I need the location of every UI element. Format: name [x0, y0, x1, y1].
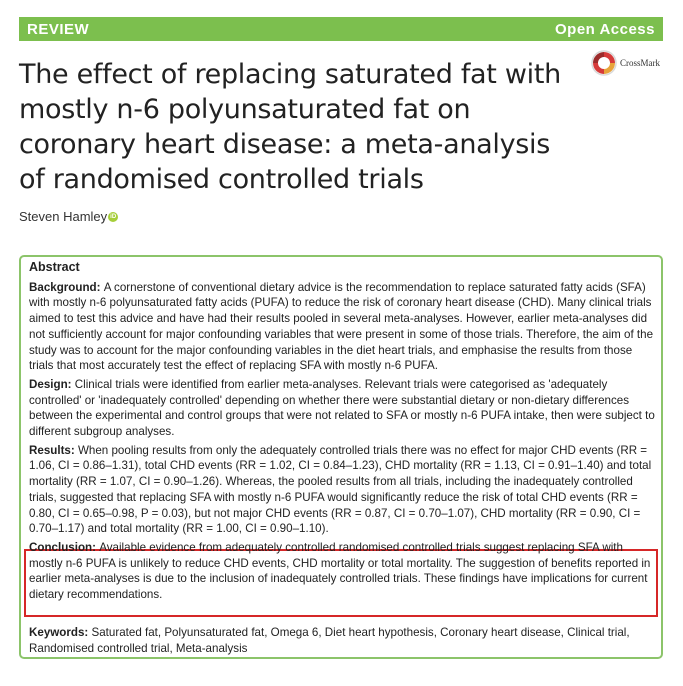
crossmark-icon [591, 50, 617, 76]
conclusion-label: Conclusion: [29, 540, 100, 554]
conclusion-text: Available evidence from adequately controlled randomised controlled trials suggest replacing SFA with mostly n-6 PUFA is unlikely to reduce CHD events, CHD mortality or total mortality. The suggestion of benefits reported in earlier meta-analyses is due to the inclusion of inadequately controlled trials. These findings have implications for current dietary recommendations. [29, 540, 651, 602]
author-name[interactable]: Steven Hamley [19, 209, 108, 224]
abstract-keywords [29, 625, 657, 656]
abstract-conclusion [29, 540, 657, 603]
article-type-banner [19, 17, 663, 41]
abstract-background [29, 280, 657, 374]
results-text: When pooling results from only the adequately controlled trials there was no effect for major CHD events (RR = 1.06, CI = 0.86–1.31), total CHD events (RR = 1.02, CI = 0.84–1.23), CHD mortality (RR = 1.13, CI = 0.91–1.40) and total mortality (RR = 1.07, CI = 0.90–1.26). Whereas, the pooled results from all trials, including the inadequately controlled trials, suggested that replacing SFA with mostly n-6 PUFA would significantly reduce the risk of total CHD events (RR = 0.80, CI = 0.65–0.98, P = 0.03), but not major CHD events (RR = 0.87, CI = 0.70–1.07), CHD mortality (RR = 0.90, CI = 0.70–1.17) and total mortality (RR = 1.00, CI = 0.90–1.10). [29, 443, 652, 536]
crossmark-badge[interactable] [591, 50, 660, 76]
background-label: Background: [29, 280, 104, 294]
background-text: A cornerstone of conventional dietary advice is the recommendation to replace saturated fatty acids (SFA) with mostly n-6 polyunsaturated fatty acids (PUFA) to reduce the risk of coronary heart disease (CHD). Many clinical trials aimed to test this advice and have had their results pooled in several meta-analyses. However, earlier meta-analyses did not sufficiently account for major confounding variables that were present in some of those trials. Therefore, the aim of the study was to account for the major confounding variables in the diet heart trials, and emphasise the results from those trials that most accurately test the effect of replacing SFA with mostly n-6 PUFA. [29, 280, 654, 373]
design-text: Clinical trials were identified from earlier meta-analyses. Relevant trials were categorised as 'adequately controlled' or 'inadequately controlled' depending on whether there were substantial dietary or non-dietary differences between the experimental and control groups that were not related to SFA or mostly n-6 PUFA intake, then were subject to different subgroup analyses. [29, 377, 655, 439]
abstract-design [29, 377, 657, 440]
review-label: REVIEW [27, 20, 90, 38]
abstract-results [29, 443, 657, 537]
orcid-icon[interactable]: iD [110, 213, 117, 220]
article-title: The effect of replacing saturated fat with mostly n-6 polyunsaturated fat on coronary heart disease: a meta-analysis of randomised controlled trials [19, 59, 561, 195]
keywords-label: Keywords: [29, 626, 92, 639]
keywords-text: Saturated fat, Polyunsaturated fat, Omega 6, Diet heart hypothesis, Coronary heart disease, Clinical trial, Randomised controlled trial, Meta-analysis [29, 626, 630, 655]
results-label: Results: [29, 443, 78, 457]
design-label: Design: [29, 377, 75, 391]
crossmark-label: CrossMark [620, 58, 660, 68]
open-access-label: Open Access [555, 20, 655, 38]
abstract-content [29, 260, 657, 606]
abstract-heading: Abstract [29, 260, 80, 274]
author-line [19, 209, 118, 224]
